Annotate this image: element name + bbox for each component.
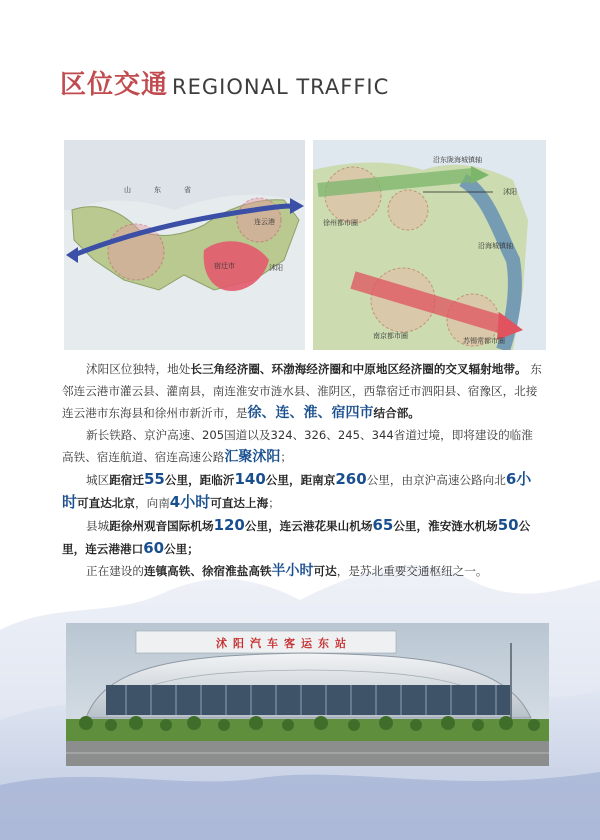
regional-map-right-graphic (313, 140, 546, 350)
text-bold: 连云港港口 (85, 542, 144, 556)
text-highlight: 徐、连、淮、宿四市 (247, 405, 374, 421)
regional-map-left-graphic (64, 140, 305, 350)
map-label-nanjing: 南京都市圈 (373, 332, 408, 340)
paragraph-location (62, 358, 542, 424)
map-label-province-2: 东 (154, 186, 161, 194)
map-label-xuzhou: 徐州都市圈 (323, 219, 358, 227)
text: 公里，由京沪高速公路向北 (366, 473, 506, 487)
text-bold: 可直达上海 (210, 496, 269, 510)
text-highlight: 260 (335, 470, 367, 488)
text-bold: 公里， (164, 473, 200, 487)
text-highlight: 140 (234, 470, 266, 488)
map-label-suqian: 宿迁市 (214, 262, 235, 270)
text: ； (280, 450, 292, 464)
text-highlight: 65 (372, 516, 394, 534)
text-bold: 连云港花果山机场 (279, 519, 373, 533)
paragraph-airports (62, 514, 542, 560)
text-bold: 公里； (164, 542, 199, 556)
text: 城区 (86, 473, 110, 487)
text-bold: 公里， (62, 519, 531, 556)
title-english: REGIONAL TRAFFIC (172, 75, 390, 99)
text-highlight: 120 (213, 516, 245, 534)
map-label-shuyang: 沭阳 (269, 264, 283, 272)
text-highlight: 汇聚沭阳 (224, 449, 281, 465)
station-sign: 沭阳汽车客运东站 (216, 637, 352, 650)
text-bold: 公里， (265, 473, 301, 487)
text-bold: 距南京 (300, 473, 336, 487)
map-label-lianyungang: 连云港 (254, 218, 275, 226)
map-label-coast: 沿海城镇轴 (478, 242, 513, 250)
text-highlight: 半小时 (271, 563, 314, 579)
text-highlight: 50 (497, 516, 519, 534)
paragraph-railway (62, 560, 542, 582)
text: 沭阳区位独特，地处 (86, 362, 191, 376)
text-bold: 公里， (393, 519, 429, 533)
text: 正在建设的 (86, 564, 144, 578)
text-bold: 距宿迁 (109, 473, 144, 487)
bus-station-photo (66, 623, 549, 766)
text: ，是苏北重要交通枢纽之一。 (336, 564, 488, 578)
text-highlight: 60 (143, 539, 165, 557)
text: 县城 (86, 519, 110, 533)
text-bold: 距徐州观音国际机场 (109, 519, 214, 533)
text-highlight: 6小时 (62, 470, 532, 511)
paragraph-transport (62, 424, 542, 468)
text-bold: 长三角经济圈、环渤海经济圈和中原地区经济圈的交叉辐射地带。 (190, 362, 527, 376)
text-bold: 结合部。 (373, 406, 420, 420)
text-bold: 公里， (244, 519, 280, 533)
page-title (60, 66, 389, 100)
text-bold: 淮安涟水机场 (428, 519, 498, 533)
text: 东邻连云港市灌云县、灌南县，南连淮安市涟水县、淮阴区，西靠宿迁市泗阳县、宿豫区，北接连云港市东海县和徐州市新沂市，是 (62, 362, 542, 420)
map-label-province-3: 省 (184, 186, 191, 194)
regional-map-right (313, 140, 546, 350)
text-bold: 距临沂 (199, 473, 235, 487)
text: ，向南 (135, 496, 170, 510)
text: 新长铁路、京沪高速、205国道以及324、326、245、344省道过境，即将建设的临淮高铁、宿连航道、宿连高速公路 (62, 428, 533, 464)
text-bold: 可直达北京 (77, 496, 135, 510)
text: ； (268, 496, 280, 510)
map-label-sxc: 苏锡常都市圈 (463, 337, 505, 345)
paragraph-distances (62, 468, 542, 514)
map-label-corridor-1: 沿东陇海城镇轴 (433, 156, 482, 164)
text-bold: 可达 (313, 564, 337, 578)
regional-map-left (64, 140, 305, 350)
body-text (62, 358, 542, 582)
text-highlight: 55 (144, 470, 165, 488)
text-highlight: 4小时 (169, 493, 211, 511)
title-chinese: 区位交通 (60, 70, 169, 100)
map-label-shuyang-right: 沭阳 (503, 188, 517, 196)
map-label-province: 山 (124, 186, 131, 194)
text-bold: 连镇高铁、徐宿淮盐高铁 (143, 564, 272, 578)
